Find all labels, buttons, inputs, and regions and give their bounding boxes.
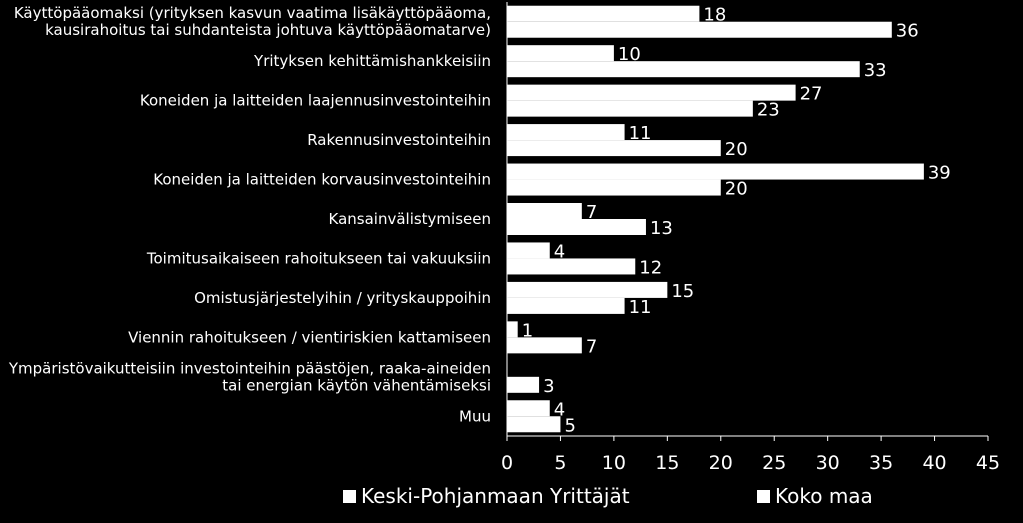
bar-series-2 bbox=[507, 219, 646, 235]
x-tick-label: 25 bbox=[762, 452, 787, 474]
bars bbox=[507, 6, 924, 433]
bar-series-1 bbox=[507, 164, 924, 180]
category-label: Rakennusinvestointeihin bbox=[307, 131, 491, 150]
bar-series-1 bbox=[507, 6, 699, 22]
bar-series-2 bbox=[507, 258, 635, 274]
category-label: Yrityksen kehittämishankkeisiin bbox=[254, 52, 491, 71]
data-label: 4 bbox=[553, 241, 566, 263]
data-label: 27 bbox=[799, 83, 823, 105]
bar-series-2 bbox=[507, 22, 892, 38]
bar-series-2 bbox=[507, 180, 721, 196]
bar-series-2 bbox=[507, 140, 721, 156]
data-label: 20 bbox=[724, 178, 748, 200]
x-tick-label: 10 bbox=[601, 452, 626, 474]
x-tick-label: 35 bbox=[869, 452, 894, 474]
data-label: 20 bbox=[724, 139, 748, 161]
bar-series-2 bbox=[507, 416, 560, 432]
data-label: 1 bbox=[521, 320, 534, 342]
bar-series-2 bbox=[507, 337, 582, 353]
x-tick-label: 0 bbox=[500, 452, 514, 474]
data-label: 10 bbox=[617, 44, 641, 66]
category-label: tai energian käytön vähentämiseksi bbox=[222, 376, 491, 395]
data-label: 18 bbox=[703, 4, 727, 26]
data-label: 36 bbox=[895, 20, 919, 42]
category-label: Käyttöpääomaksi (yrityksen kasvun vaatima lisäkäyttöpääoma, bbox=[13, 4, 491, 23]
data-label: 11 bbox=[628, 296, 652, 318]
category-label: Kansainvälistymiseen bbox=[328, 210, 491, 228]
bar-series-1 bbox=[507, 203, 582, 219]
category-label: Koneiden ja laitteiden laajennusinvestointeihin bbox=[139, 91, 491, 110]
category-labels bbox=[8, 4, 491, 425]
x-tick-label: 5 bbox=[554, 452, 567, 474]
data-label: 13 bbox=[649, 218, 673, 239]
data-label: 4 bbox=[553, 399, 566, 421]
data-label: 15 bbox=[671, 280, 695, 302]
data-label: 12 bbox=[639, 257, 663, 279]
category-label: Muu bbox=[459, 407, 491, 426]
data-label: 5 bbox=[564, 415, 576, 437]
bar-series-1 bbox=[507, 400, 550, 416]
data-label: 3 bbox=[543, 375, 555, 397]
bar-series-1 bbox=[507, 242, 550, 258]
data-label: 7 bbox=[585, 202, 598, 223]
legend-label-series-2: Koko maa bbox=[775, 484, 873, 508]
legend-item-series-2 bbox=[757, 484, 873, 508]
x-tick-label: 45 bbox=[975, 452, 1001, 474]
bar-series-1 bbox=[507, 45, 614, 61]
x-tick-label: 40 bbox=[922, 452, 947, 474]
bar-series-1 bbox=[507, 282, 667, 298]
data-label: 23 bbox=[756, 99, 780, 121]
legend-swatch-series-1 bbox=[343, 490, 356, 503]
data-label: 39 bbox=[927, 162, 951, 184]
x-tick-label: 20 bbox=[708, 452, 733, 474]
data-label: 33 bbox=[863, 60, 887, 82]
category-label: Toimitusaikaiseen rahoitukseen tai vakuuksiin bbox=[146, 249, 491, 268]
category-label: Viennin rahoitukseen / vientiriskien kattamiseen bbox=[128, 328, 491, 347]
category-label: kausirahoitus tai suhdanteista johtuva käyttöpääomatarve) bbox=[45, 21, 491, 40]
bar-series-2 bbox=[507, 61, 860, 77]
category-label: Omistusjärjestelyihin / yrityskauppoihin bbox=[194, 288, 491, 307]
bar-series-2 bbox=[507, 298, 625, 314]
bar-series-2 bbox=[507, 377, 539, 393]
legend-label-series-1: Keski-Pohjanmaan Yrittäjät bbox=[361, 484, 630, 508]
category-label: Ympäristövaikutteisiin investointeihin päästöjen, raaka-aineiden bbox=[8, 359, 491, 378]
legend-item-series-1 bbox=[343, 484, 630, 508]
bar-series-1 bbox=[507, 124, 625, 140]
bar-series-1 bbox=[507, 85, 796, 101]
legend-swatch-series-2 bbox=[757, 490, 770, 503]
bar-series-2 bbox=[507, 101, 753, 117]
x-tick-label: 30 bbox=[815, 452, 840, 474]
x-tick-label: 15 bbox=[655, 452, 680, 474]
data-label: 7 bbox=[585, 336, 598, 358]
bar-series-1 bbox=[507, 321, 518, 337]
category-label: Koneiden ja laitteiden korvausinvestointeihin bbox=[153, 170, 491, 189]
data-label: 11 bbox=[628, 123, 652, 145]
legend bbox=[0, 484, 1023, 510]
